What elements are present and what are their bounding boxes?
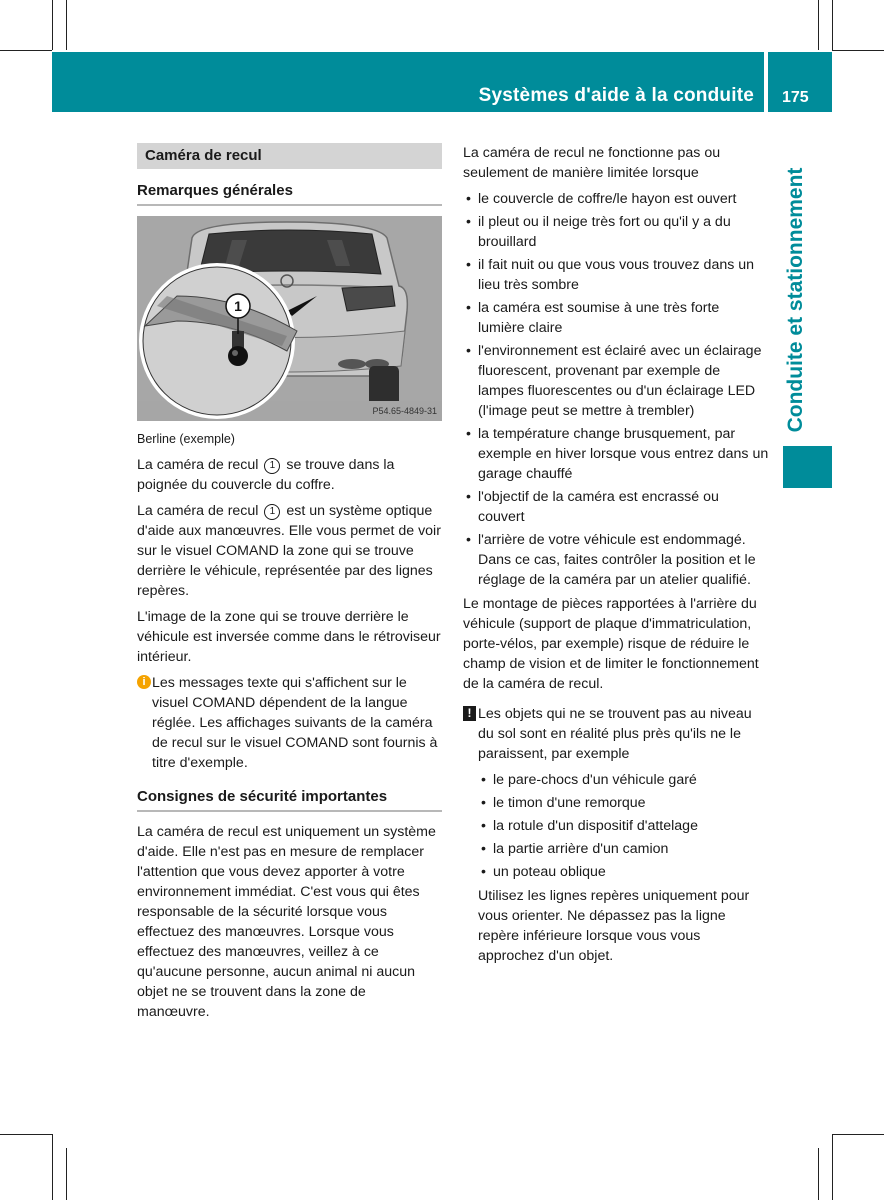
safety-paragraph: La caméra de recul est uniquement un système d'aide. Elle n'est pas en mesure de remplacer l'attention que vous devez apporter à votre environnement immédiat. C'est vous qui êtes responsable de la sécurité lorsque vous effectuez des manœuvres. Lorsque vous effectuez des manœuvres, veillez à ce qu'aucune personne, aucun animal ni aucun objet ne se trouvent dans la zone de manœuvre. [137,824,436,1020]
figure-callout-1: 1 [234,298,242,314]
list-item: • la partie arrière d'un camion [478,839,769,859]
warning-text: Les objets qui ne se trouvent pas au niveau du sol sont en réalité plus près qu'ils ne le paraissent, par exemple [478,706,752,762]
text: est un système optique d'aide aux manœuvres. Elle vous permet de voir sur le visuel COMAND la zone qui se trouve derrière le véhicule, représentée par des lignes repères. [137,503,441,599]
list-item: • il pleut ou il neige très fort ou qu'il y a du brouillard [463,212,769,252]
camera-location-paragraph [137,455,442,495]
list-item: • la caméra est soumise à une très forte lumière claire [463,298,769,338]
figure-caption: Berline (exemple) [137,432,235,446]
crop-mark [832,50,884,51]
objects-list [478,770,769,882]
crop-mark [832,1134,884,1135]
general-remarks-heading: Remarques générales [137,181,442,206]
callout-marker: 1 [264,504,280,520]
info-note-text: Les messages texte qui s'affichent sur le visuel COMAND dépendent de la langue réglée. Les affichages suivants de la caméra de recul sur le visuel COMAND sont fournis à titre d'exemple. [152,675,438,771]
rear-camera-figure [137,216,442,421]
list-item: • l'arrière de votre véhicule est endommagé. Dans ce cas, faites contrôler la position et le réglage de la caméra par un atelier qualifié. [463,530,769,590]
chapter-title: Systèmes d'aide à la conduite [478,85,754,106]
safety-heading: Consignes de sécurité importantes [137,787,442,812]
crop-mark [818,0,819,50]
side-section-title [778,160,814,440]
chapter-header [52,52,764,112]
left-column [137,143,442,1028]
list-item: • la rotule d'un dispositif d'attelage [478,816,769,836]
list-item: • le couvercle de coffre/le hayon est ouvert [463,189,769,209]
list-item: • l'objectif de la caméra est encrassé ou couvert [463,487,769,527]
warning-icon: ! [463,706,476,721]
crop-mark [832,1134,833,1200]
list-item: • un poteau oblique [478,862,769,882]
text: se trouve dans la poignée du couvercle du coffre. [137,457,395,493]
limitations-intro: La caméra de recul ne fonctionne pas ou seulement de manière limitée lorsque [463,145,721,181]
list-item: • il fait nuit ou que vous vous trouvez dans un lieu très sombre [463,255,769,295]
image-inversion-paragraph: L'image de la zone qui se trouve derrière le véhicule est inversée comme dans le rétroviseur intérieur. [137,609,441,665]
crop-mark [0,1134,52,1135]
side-thumb-tab [783,446,832,488]
figure-code: P54.65-4849-31 [372,406,437,416]
list-item: • le pare-chocs d'un véhicule garé [478,770,769,790]
crop-mark [66,1148,67,1200]
text: La caméra de recul [137,503,259,519]
section-title: Caméra de recul [137,143,442,169]
list-item: • le timon d'une remorque [478,793,769,813]
list-item: • l'environnement est éclairé avec un éclairage fluorescent, provenant par exemple de lampes fluorescentes ou d'un éclairage LED (l'image peut se mettre à trembler) [463,341,769,421]
limitations-list [463,189,769,590]
page-number-box [768,52,832,112]
crop-mark [818,1148,819,1200]
list-item: • la température change brusquement, par exemple en hiver lorsque vous entrez dans un garage chauffé [463,424,769,484]
crop-mark [66,0,67,50]
mounting-paragraph: Le montage de pièces rapportées à l'arrière du véhicule (support de plaque d'immatriculation, porte-vélos, par exemple) risque de réduire le champ de vision et de limiter le fonctionnement de la caméra de recul. [463,596,759,692]
right-column [463,143,769,972]
guideline-paragraph: Utilisez les lignes repères uniquement pour vous orienter. Ne dépassez pas la ligne repère inférieure lorsque vous vous approchez d'un objet. [478,888,750,964]
page-number: 175 [782,89,809,106]
crop-mark [52,0,53,50]
camera-purpose-paragraph [137,501,442,601]
text: La caméra de recul [137,457,259,473]
side-section-label: Conduite et stationnement [784,167,807,433]
crop-mark [0,50,52,51]
info-icon: i [137,675,151,689]
callout-marker: 1 [264,458,280,474]
warning-note [463,704,769,764]
crop-mark [832,0,833,50]
car-rear-illustration [137,216,442,421]
crop-mark [52,1134,53,1200]
info-note [137,673,442,773]
